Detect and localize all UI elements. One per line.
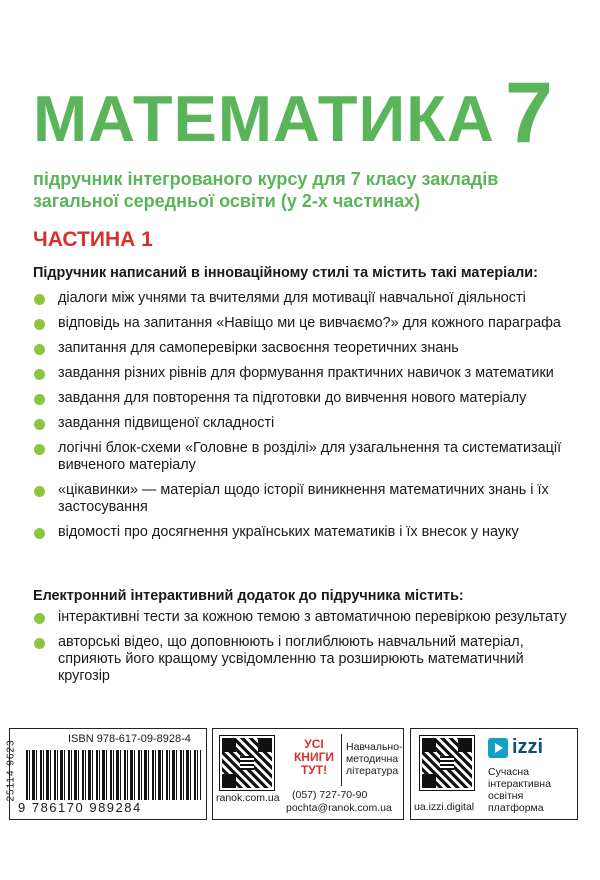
publisher-desc-line-2: методична xyxy=(346,753,399,765)
publisher-description xyxy=(346,741,403,777)
publisher-desc-line-3: література xyxy=(346,765,399,777)
bullet-item xyxy=(33,634,573,685)
bullet-dot-icon xyxy=(34,344,45,355)
publisher-phone: (057) 727-70-90 xyxy=(292,789,368,801)
bullet-text: діалоги між учнями та вчителями для мотивації навчальної діяльності xyxy=(58,290,526,306)
bullet-dot-icon xyxy=(34,394,45,405)
bullet-item xyxy=(33,315,573,332)
all-books-here-label xyxy=(288,738,340,777)
izzi-qr-code[interactable] xyxy=(420,736,474,790)
bullet-text: завдання для повторення та підготовки до вивчення нового матеріалу xyxy=(58,390,527,406)
bullet-item xyxy=(33,340,573,357)
publisher-desc-line-1: Навчально- xyxy=(346,741,403,753)
bullet-text: відомості про досягнення українських математиків і їх внесок у науку xyxy=(58,524,519,540)
bullet-text: авторські відео, що доповнюють і поглиблюють навчальний матеріал, сприяють його кращому усвідомленню та розширюють математичний кругозір xyxy=(58,634,524,684)
usi-line-2: КНИГИ xyxy=(293,750,335,764)
bullet-dot-icon xyxy=(34,613,45,624)
barcode-digits: 9 786170 989284 xyxy=(18,800,142,815)
addon-heading: Електронний інтерактивний додаток до підручника містить: xyxy=(33,588,464,604)
bullet-text: завдання підвищеної складності xyxy=(58,415,275,431)
publisher-site[interactable]: ranok.com.ua xyxy=(216,792,280,804)
bullet-item xyxy=(33,440,573,474)
book-subtitle: підручник інтегрованого курсу для 7 класу закладів загальної середньої освіти (у 2-х частинах) xyxy=(33,169,499,211)
bullet-text: «цікавинки» — матеріал щодо історії виникнення математичних знань і їх застосування xyxy=(58,482,549,515)
bullet-dot-icon xyxy=(34,419,45,430)
bullet-dot-icon xyxy=(34,638,45,649)
bullet-item xyxy=(33,482,573,516)
bullet-item xyxy=(33,365,573,382)
play-icon xyxy=(488,738,508,758)
izzi-site[interactable]: ua.izzi.digital xyxy=(414,801,475,813)
bullet-dot-icon xyxy=(34,319,45,330)
bullet-item xyxy=(33,524,573,541)
bullet-dot-icon xyxy=(34,294,45,305)
bullet-text: запитання для самоперевірки засвоєння теоретичних знань xyxy=(58,340,459,356)
barcode-image xyxy=(26,750,201,800)
bullet-text: логічні блок-схеми «Головне в розділі» для узагальнення та систематизації вивченого матеріалу xyxy=(58,440,562,473)
izzi-brand-name: izzi xyxy=(512,736,544,758)
book-title: МАТЕМАТИКА xyxy=(33,82,495,155)
materials-heading: Підручник написаний в інноваційному стилі та містить такі матеріали: xyxy=(33,265,538,281)
izzi-logo xyxy=(488,736,543,759)
bullet-item xyxy=(33,290,573,307)
izzi-description xyxy=(488,766,551,814)
izzi-desc-line-2: інтерактивна xyxy=(488,778,551,790)
bullet-dot-icon xyxy=(34,444,45,455)
usi-line-1: УСІ xyxy=(304,737,324,751)
bullet-item xyxy=(33,609,573,626)
materials-list xyxy=(33,290,573,549)
part-label: ЧАСТИНА 1 xyxy=(33,228,153,251)
bullet-dot-icon xyxy=(34,486,45,497)
publisher-qr-code[interactable] xyxy=(220,736,274,790)
bullet-text: відповідь на запитання «Навіщо ми це вивчаємо?» для кожного параграфа xyxy=(58,315,561,331)
publisher-email[interactable]: pochta@ranok.com.ua xyxy=(286,802,392,814)
bullet-item xyxy=(33,415,573,432)
izzi-desc-line-1: Сучасна xyxy=(488,766,530,778)
bullet-dot-icon xyxy=(34,369,45,380)
bullet-text: інтерактивні тести за кожною темою з автоматичною перевіркою результату xyxy=(58,609,567,625)
divider xyxy=(341,734,342,786)
usi-line-3: ТУТ! xyxy=(300,763,328,777)
bullet-text: завдання різних рівнів для формування практичних навичок з математики xyxy=(58,365,554,381)
bullet-dot-icon xyxy=(34,528,45,539)
addon-list xyxy=(33,609,573,693)
izzi-desc-line-4: платформа xyxy=(488,802,544,814)
side-code: 25114 9623 xyxy=(5,739,17,802)
izzi-desc-line-3: освітня xyxy=(488,790,524,802)
bullet-item xyxy=(33,390,573,407)
isbn-text: ISBN 978-617-09-8928-4 xyxy=(68,733,191,745)
grade-number: 7 xyxy=(505,65,553,161)
